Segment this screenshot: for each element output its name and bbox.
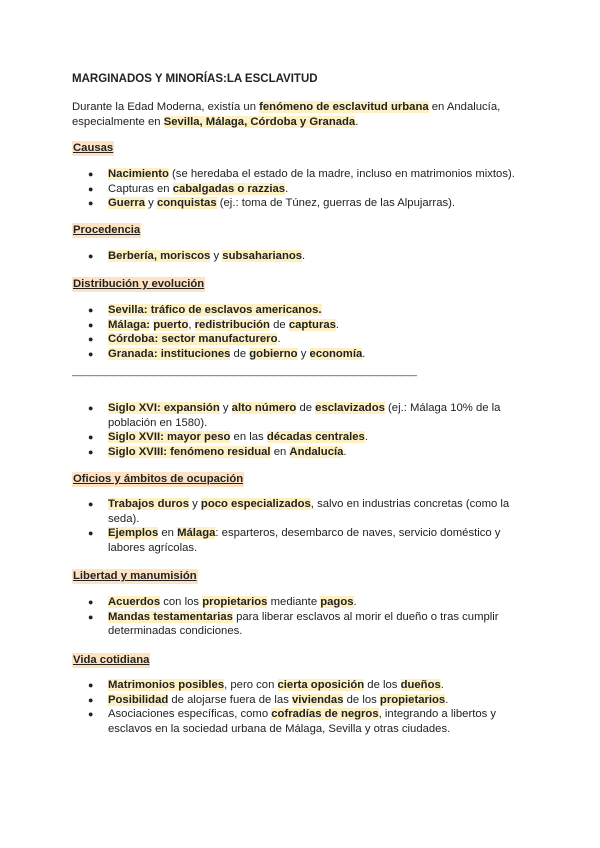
- intro-text-1: Durante la Edad Moderna, existía un: [72, 101, 260, 113]
- text: ,: [188, 318, 195, 331]
- text: (ej.: Málaga 10% de la población en 1580).: [108, 402, 501, 429]
- list-item: [72, 526, 532, 555]
- text: y: [297, 347, 310, 360]
- highlight: Málaga:: [108, 318, 151, 331]
- text: y: [210, 250, 223, 262]
- separator-line: ———————————————————————————————————————————: [72, 370, 416, 380]
- document-title: MARGINADOS Y MINORÍAS:LA ESCLAVITUD: [72, 73, 318, 85]
- text: .: [440, 679, 444, 691]
- list-item: [72, 445, 532, 460]
- text: , integrando a libertos y esclavos en la sociedad urbana de Málaga, Sevilla y otras ciudades.: [108, 708, 497, 735]
- vida-heading-row: [72, 653, 532, 668]
- highlight: esclavizados: [315, 402, 385, 414]
- text: de: [296, 402, 316, 414]
- section-heading-oficios: Oficios y ámbitos de ocupación: [73, 473, 244, 485]
- highlight: cabalgadas o razzias: [172, 182, 286, 195]
- highlight: puerto: [153, 318, 189, 331]
- section-heading-distribucion: Distribución y evolución: [73, 278, 205, 290]
- highlight: Posibilidad: [108, 693, 169, 706]
- text: , salvo en industrias concretas (como la seda).: [108, 498, 510, 525]
- highlight: Andalucía: [289, 445, 344, 458]
- libertad-list: [72, 595, 532, 639]
- text: (ej.: toma de Túnez, guerras de las Alpujarras).: [216, 197, 456, 210]
- text: : esparteros, desembarco de naves, servicio doméstico y labores agrícolas.: [108, 527, 501, 554]
- procedencia-list: [72, 249, 532, 264]
- text: con los: [160, 596, 203, 608]
- highlight: pagos: [320, 596, 354, 608]
- list-item: [72, 167, 532, 182]
- highlight: conquistas: [156, 197, 217, 210]
- procedencia-heading-row: [72, 223, 532, 238]
- intro-text-3: .: [355, 115, 359, 128]
- section-heading-vida: Vida cotidiana: [73, 654, 150, 666]
- list-item: [72, 497, 532, 526]
- highlight: Acuerdos: [108, 596, 161, 608]
- highlight: capturas: [288, 318, 336, 331]
- text: .: [285, 182, 289, 195]
- highlight: Berbería, moriscos: [108, 250, 211, 262]
- highlight: Mandas testamentarias: [108, 610, 233, 623]
- text: en: [158, 527, 178, 540]
- vida-list: [72, 678, 532, 736]
- highlight: poco especializados: [200, 498, 311, 510]
- distribucion-list-cities: [72, 303, 532, 361]
- text: de los: [343, 693, 380, 706]
- text: (se heredaba el estado de la madre, incluso en matrimonios mixtos).: [168, 168, 515, 180]
- highlight: economía: [309, 347, 363, 360]
- list-item: [72, 318, 532, 333]
- text: y: [145, 197, 157, 210]
- highlight: Siglo XVI: expansión: [108, 402, 220, 414]
- text: para liberar esclavos al morir el dueño o tras cumplir determinadas condiciones.: [108, 610, 499, 638]
- causas-heading-row: [72, 141, 532, 156]
- text: en: [270, 445, 290, 458]
- text: .: [362, 347, 366, 360]
- list-item: [72, 332, 532, 347]
- highlight: Granada: instituciones: [108, 347, 231, 360]
- section-heading-libertad: Libertad y manumisión: [73, 570, 197, 582]
- text: de alojarse fuera de las: [168, 693, 292, 706]
- causas-list: [72, 167, 532, 211]
- text: de: [269, 318, 289, 331]
- list-item: [72, 303, 532, 318]
- intro-highlight-1: fenómeno de esclavitud urbana: [259, 101, 429, 113]
- text: en las: [230, 431, 267, 444]
- highlight: dueños: [400, 679, 441, 691]
- list-item: [72, 196, 532, 211]
- text: , pero con: [224, 679, 278, 691]
- highlight: propietarios: [202, 596, 268, 608]
- list-item: [72, 595, 532, 610]
- highlight: propietarios: [379, 693, 446, 706]
- intro-highlight-2: Sevilla, Málaga, Córdoba y Granada: [163, 115, 356, 128]
- highlight: viviendas: [291, 693, 344, 706]
- list-item: [72, 401, 532, 430]
- text: .: [353, 596, 357, 608]
- text: .: [302, 250, 306, 262]
- text: .: [364, 431, 368, 444]
- list-item: [72, 249, 532, 264]
- highlight: Siglo XVII: mayor peso: [108, 431, 231, 444]
- text: y: [219, 402, 232, 414]
- text: .: [343, 445, 347, 458]
- highlight: Guerra: [108, 197, 146, 210]
- highlight: Sevilla: tráfico de esclavos americanos.: [108, 304, 322, 316]
- highlight: Nacimiento: [108, 168, 169, 180]
- text: Capturas en: [108, 182, 173, 195]
- list-item: [72, 678, 532, 693]
- highlight: Trabajos duros: [108, 498, 189, 510]
- highlight: décadas centrales: [266, 431, 365, 444]
- oficios-heading-row: [72, 472, 532, 487]
- text: y: [188, 498, 201, 510]
- intro-paragraph: [72, 100, 532, 129]
- highlight: Ejemplos: [108, 527, 159, 540]
- text: de: [230, 347, 250, 360]
- text: mediante: [267, 596, 321, 608]
- section-heading-procedencia: Procedencia: [73, 224, 141, 236]
- section-heading-causas: Causas: [73, 142, 114, 154]
- highlight: gobierno: [249, 347, 298, 360]
- list-item: [72, 430, 532, 445]
- highlight: Málaga: [177, 527, 216, 540]
- highlight: cofradías de negros: [271, 708, 379, 721]
- highlight: Córdoba: sector manufacturero: [108, 333, 278, 346]
- text: de los: [364, 679, 401, 691]
- oficios-list: [72, 497, 532, 555]
- highlight: Matrimonios posibles: [108, 679, 225, 691]
- highlight: Siglo XVIII: fenómeno residual: [108, 445, 271, 458]
- text: .: [277, 333, 281, 346]
- highlight: cierta oposición: [277, 679, 365, 691]
- list-item: [72, 610, 532, 639]
- intro-text-2: en Andalucía, especialmente en: [72, 101, 501, 128]
- highlight: subsaharianos: [222, 250, 303, 262]
- distribucion-list-centuries: [72, 401, 532, 459]
- highlight: alto número: [231, 402, 297, 414]
- text: .: [445, 693, 449, 706]
- list-item: [72, 707, 532, 736]
- list-item: [72, 693, 532, 708]
- distribucion-heading-row: [72, 277, 532, 292]
- text: Asociaciones específicas, como: [108, 708, 272, 721]
- highlight: redistribución: [194, 318, 270, 331]
- libertad-heading-row: [72, 569, 532, 584]
- list-item: [72, 347, 532, 362]
- text: .: [335, 318, 340, 331]
- list-item: [72, 182, 532, 197]
